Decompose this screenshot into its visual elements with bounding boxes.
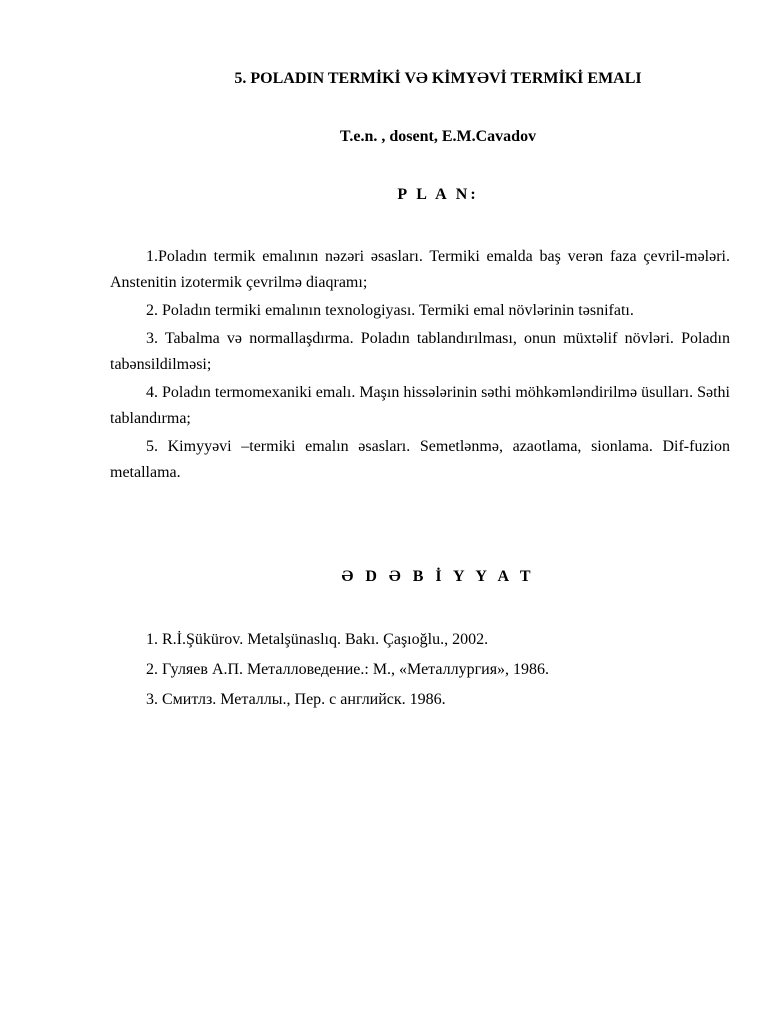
plan-item: 4. Poladın termomexaniki emalı. Maşın hissələrinin səthi möhkəmləndirilmə üsulları. Səthi tablandırma;: [110, 384, 730, 427]
literature-item: 3. Смитлз. Металлы., Пер. с английск. 1986.: [146, 691, 446, 708]
literature-item: 2. Гуляев А.П. Металловедение.: М., «Металлургия», 1986.: [146, 661, 550, 678]
plan-list: [110, 244, 730, 488]
literature-list: [110, 627, 730, 717]
plan-item: 3. Tabalma və normallaşdırma. Poladın tablandırılması, onun müxtəlif növləri. Poladın tabənsildilməsi;: [110, 330, 730, 373]
document-title: 5. POLADIN TERMİKİ VƏ KİMYƏVİ TERMİKİ EMALI: [234, 70, 642, 87]
plan-item: 1.Poladın termik emalının nəzəri əsasları. Termiki emalda baş verən faza çevril-mələri. Anstenitin izotermik çevrilmə diaqramı;: [110, 248, 730, 291]
plan-item: 5. Kimyyəvi –termiki emalın əsasları. Semetlənmə, azaotlama, sionlama. Dif-fuzion metallama.: [110, 438, 730, 481]
document-authors: T.e.n. , dosent, E.M.Cavadov: [339, 128, 537, 145]
plan-heading: P L A N:: [397, 186, 479, 203]
literature-heading: Ə D Ə B İ Y Y A T: [341, 568, 535, 585]
literature-item: 1. R.İ.Şükürov. Metalşünaslıq. Bakı. Çaşıoğlu., 2002.: [146, 631, 489, 648]
plan-item: 2. Poladın termiki emalının texnologiyası. Termiki emal növlərinin təsnifatı.: [146, 302, 634, 319]
